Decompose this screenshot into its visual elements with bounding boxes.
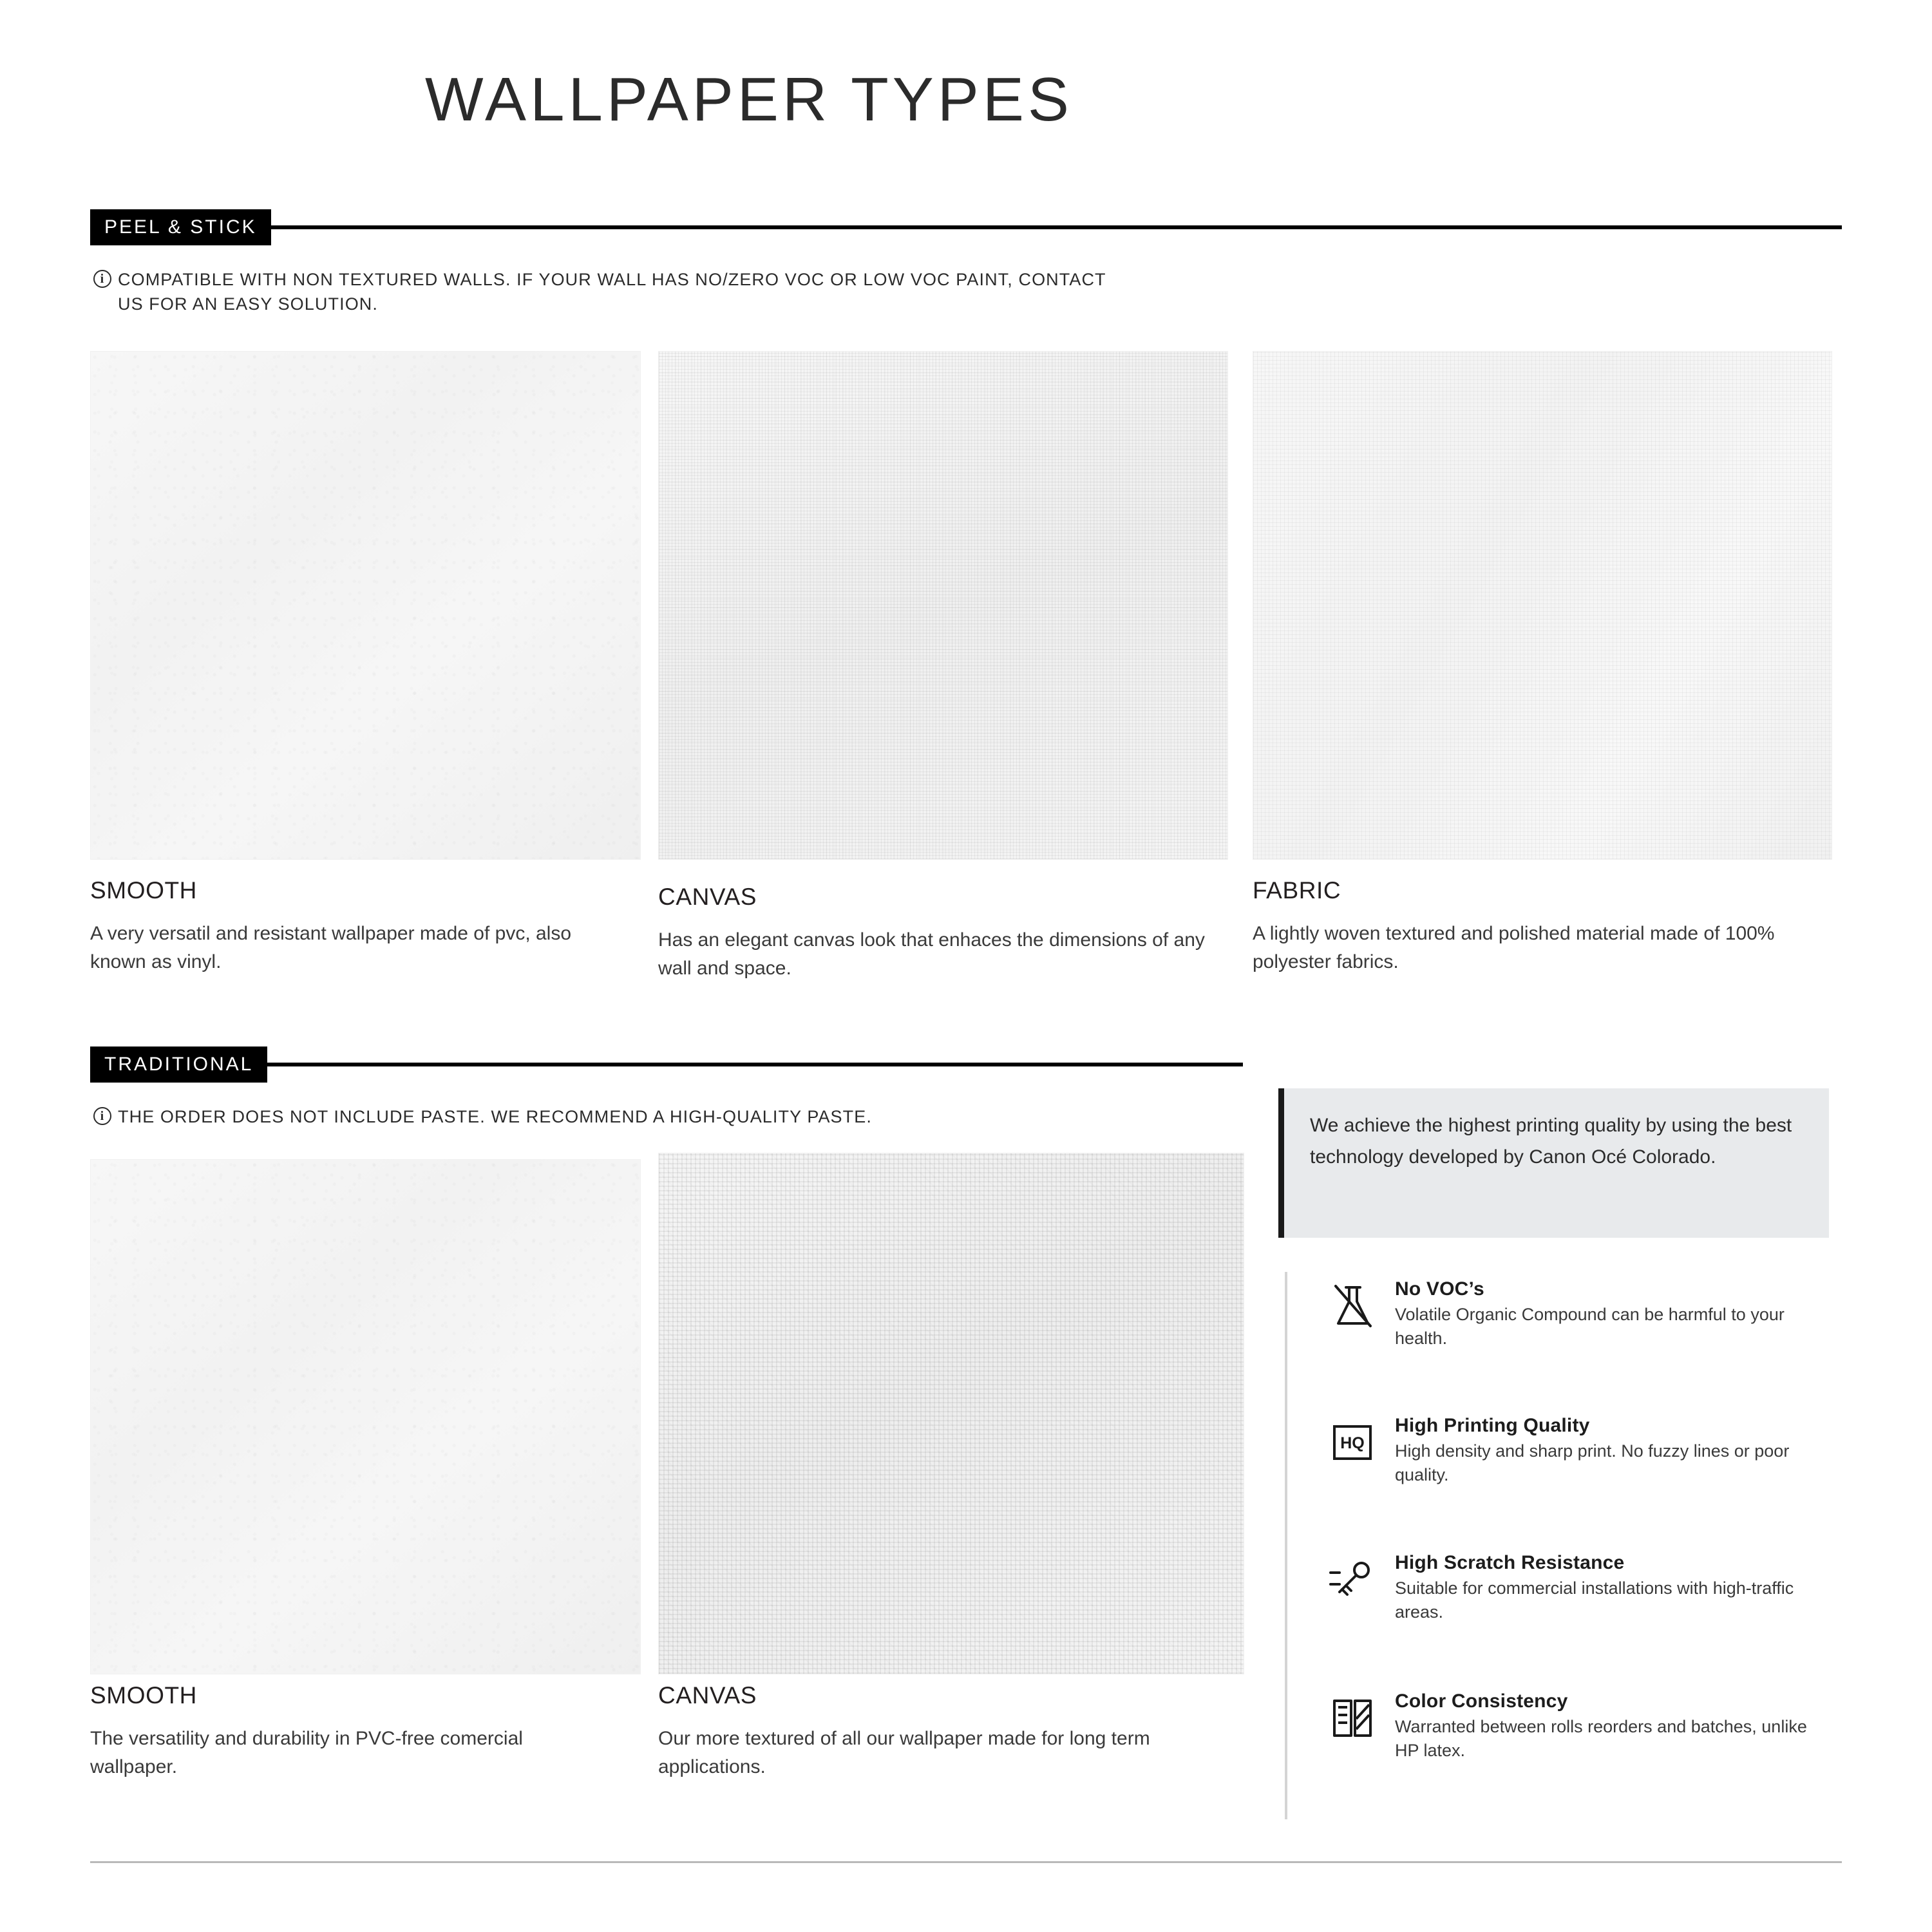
hq-print-icon bbox=[1327, 1415, 1378, 1487]
feature-no-voc bbox=[1327, 1278, 1835, 1350]
card-title-canvas-peel: CANVAS bbox=[658, 884, 757, 910]
feature-title: High Scratch Resistance bbox=[1395, 1552, 1625, 1573]
section-rule bbox=[267, 1063, 1243, 1066]
scratch-resistance-icon bbox=[1327, 1552, 1378, 1624]
section-note-traditional bbox=[93, 1104, 1188, 1129]
feature-title: No VOC’s bbox=[1395, 1278, 1484, 1300]
card-title-canvas-traditional: CANVAS bbox=[658, 1682, 757, 1709]
info-icon: i bbox=[93, 1107, 111, 1125]
card-title-fabric-peel: FABRIC bbox=[1253, 877, 1341, 904]
section-note-text: COMPATIBLE WITH NON TEXTURED WALLS. IF YOUR WALL HAS NO/ZERO VOC OR LOW VOC PAINT, CONTACT US FOR AN EASY SOLUTION. bbox=[118, 270, 1106, 314]
feature-high-printing-quality bbox=[1327, 1415, 1835, 1487]
canvas-texture-swatch bbox=[658, 351, 1228, 860]
section-tag-traditional: TRADITIONAL bbox=[90, 1046, 267, 1083]
feature-title: High Printing Quality bbox=[1395, 1415, 1590, 1436]
color-consistency-icon bbox=[1327, 1690, 1378, 1763]
section-tag-peel-stick: PEEL & STICK bbox=[90, 209, 271, 245]
section-note-peel-stick bbox=[93, 267, 1124, 317]
smooth-texture-swatch bbox=[90, 351, 641, 860]
feature-desc: Volatile Organic Compound can be harmful to your health. bbox=[1395, 1305, 1785, 1348]
feature-list-rail bbox=[1285, 1272, 1287, 1819]
no-voc-icon bbox=[1327, 1278, 1378, 1350]
quality-callout-text: We achieve the highest printing quality by using the best technology developed by Canon Océ Colorado. bbox=[1310, 1115, 1792, 1168]
card-desc-smooth-peel: A very versatil and resistant wallpaper made of pvc, also known as vinyl. bbox=[90, 923, 572, 972]
section-header-peel-stick bbox=[90, 209, 1842, 245]
feature-desc: Warranted between rolls reorders and batches, unlike HP latex. bbox=[1395, 1717, 1807, 1760]
fabric-texture-swatch bbox=[1253, 351, 1832, 860]
feature-desc: High density and sharp print. No fuzzy lines or poor quality. bbox=[1395, 1441, 1790, 1484]
section-note-text: THE ORDER DOES NOT INCLUDE PASTE. WE RECOMMEND A HIGH-QUALITY PASTE. bbox=[118, 1107, 872, 1126]
feature-title: Color Consistency bbox=[1395, 1690, 1568, 1712]
svg-text:HQ: HQ bbox=[1340, 1434, 1365, 1452]
card-desc-smooth-traditional: The versatility and durability in PVC-free comercial wallpaper. bbox=[90, 1728, 523, 1777]
footer-divider bbox=[90, 1861, 1842, 1863]
feature-desc: Suitable for commercial installations with high-traffic areas. bbox=[1395, 1578, 1794, 1622]
canvas-heavy-texture-swatch bbox=[658, 1153, 1244, 1674]
section-rule bbox=[271, 225, 1842, 229]
feature-high-scratch-resistance bbox=[1327, 1552, 1835, 1624]
quality-callout-box bbox=[1278, 1088, 1829, 1238]
smooth-texture-swatch bbox=[90, 1159, 641, 1674]
page-title: WALLPAPER TYPES bbox=[425, 65, 1073, 134]
card-desc-canvas-peel: Has an elegant canvas look that enhaces the dimensions of any wall and space. bbox=[658, 929, 1205, 979]
feature-color-consistency bbox=[1327, 1690, 1835, 1763]
card-desc-canvas-traditional: Our more textured of all our wallpaper made for long term applications. bbox=[658, 1728, 1150, 1777]
card-desc-fabric-peel: A lightly woven textured and polished material made of 100% polyester fabrics. bbox=[1253, 923, 1775, 972]
section-header-traditional bbox=[90, 1046, 1243, 1083]
info-icon: i bbox=[93, 270, 111, 288]
card-title-smooth-traditional: SMOOTH bbox=[90, 1682, 197, 1709]
card-title-smooth-peel: SMOOTH bbox=[90, 877, 197, 904]
